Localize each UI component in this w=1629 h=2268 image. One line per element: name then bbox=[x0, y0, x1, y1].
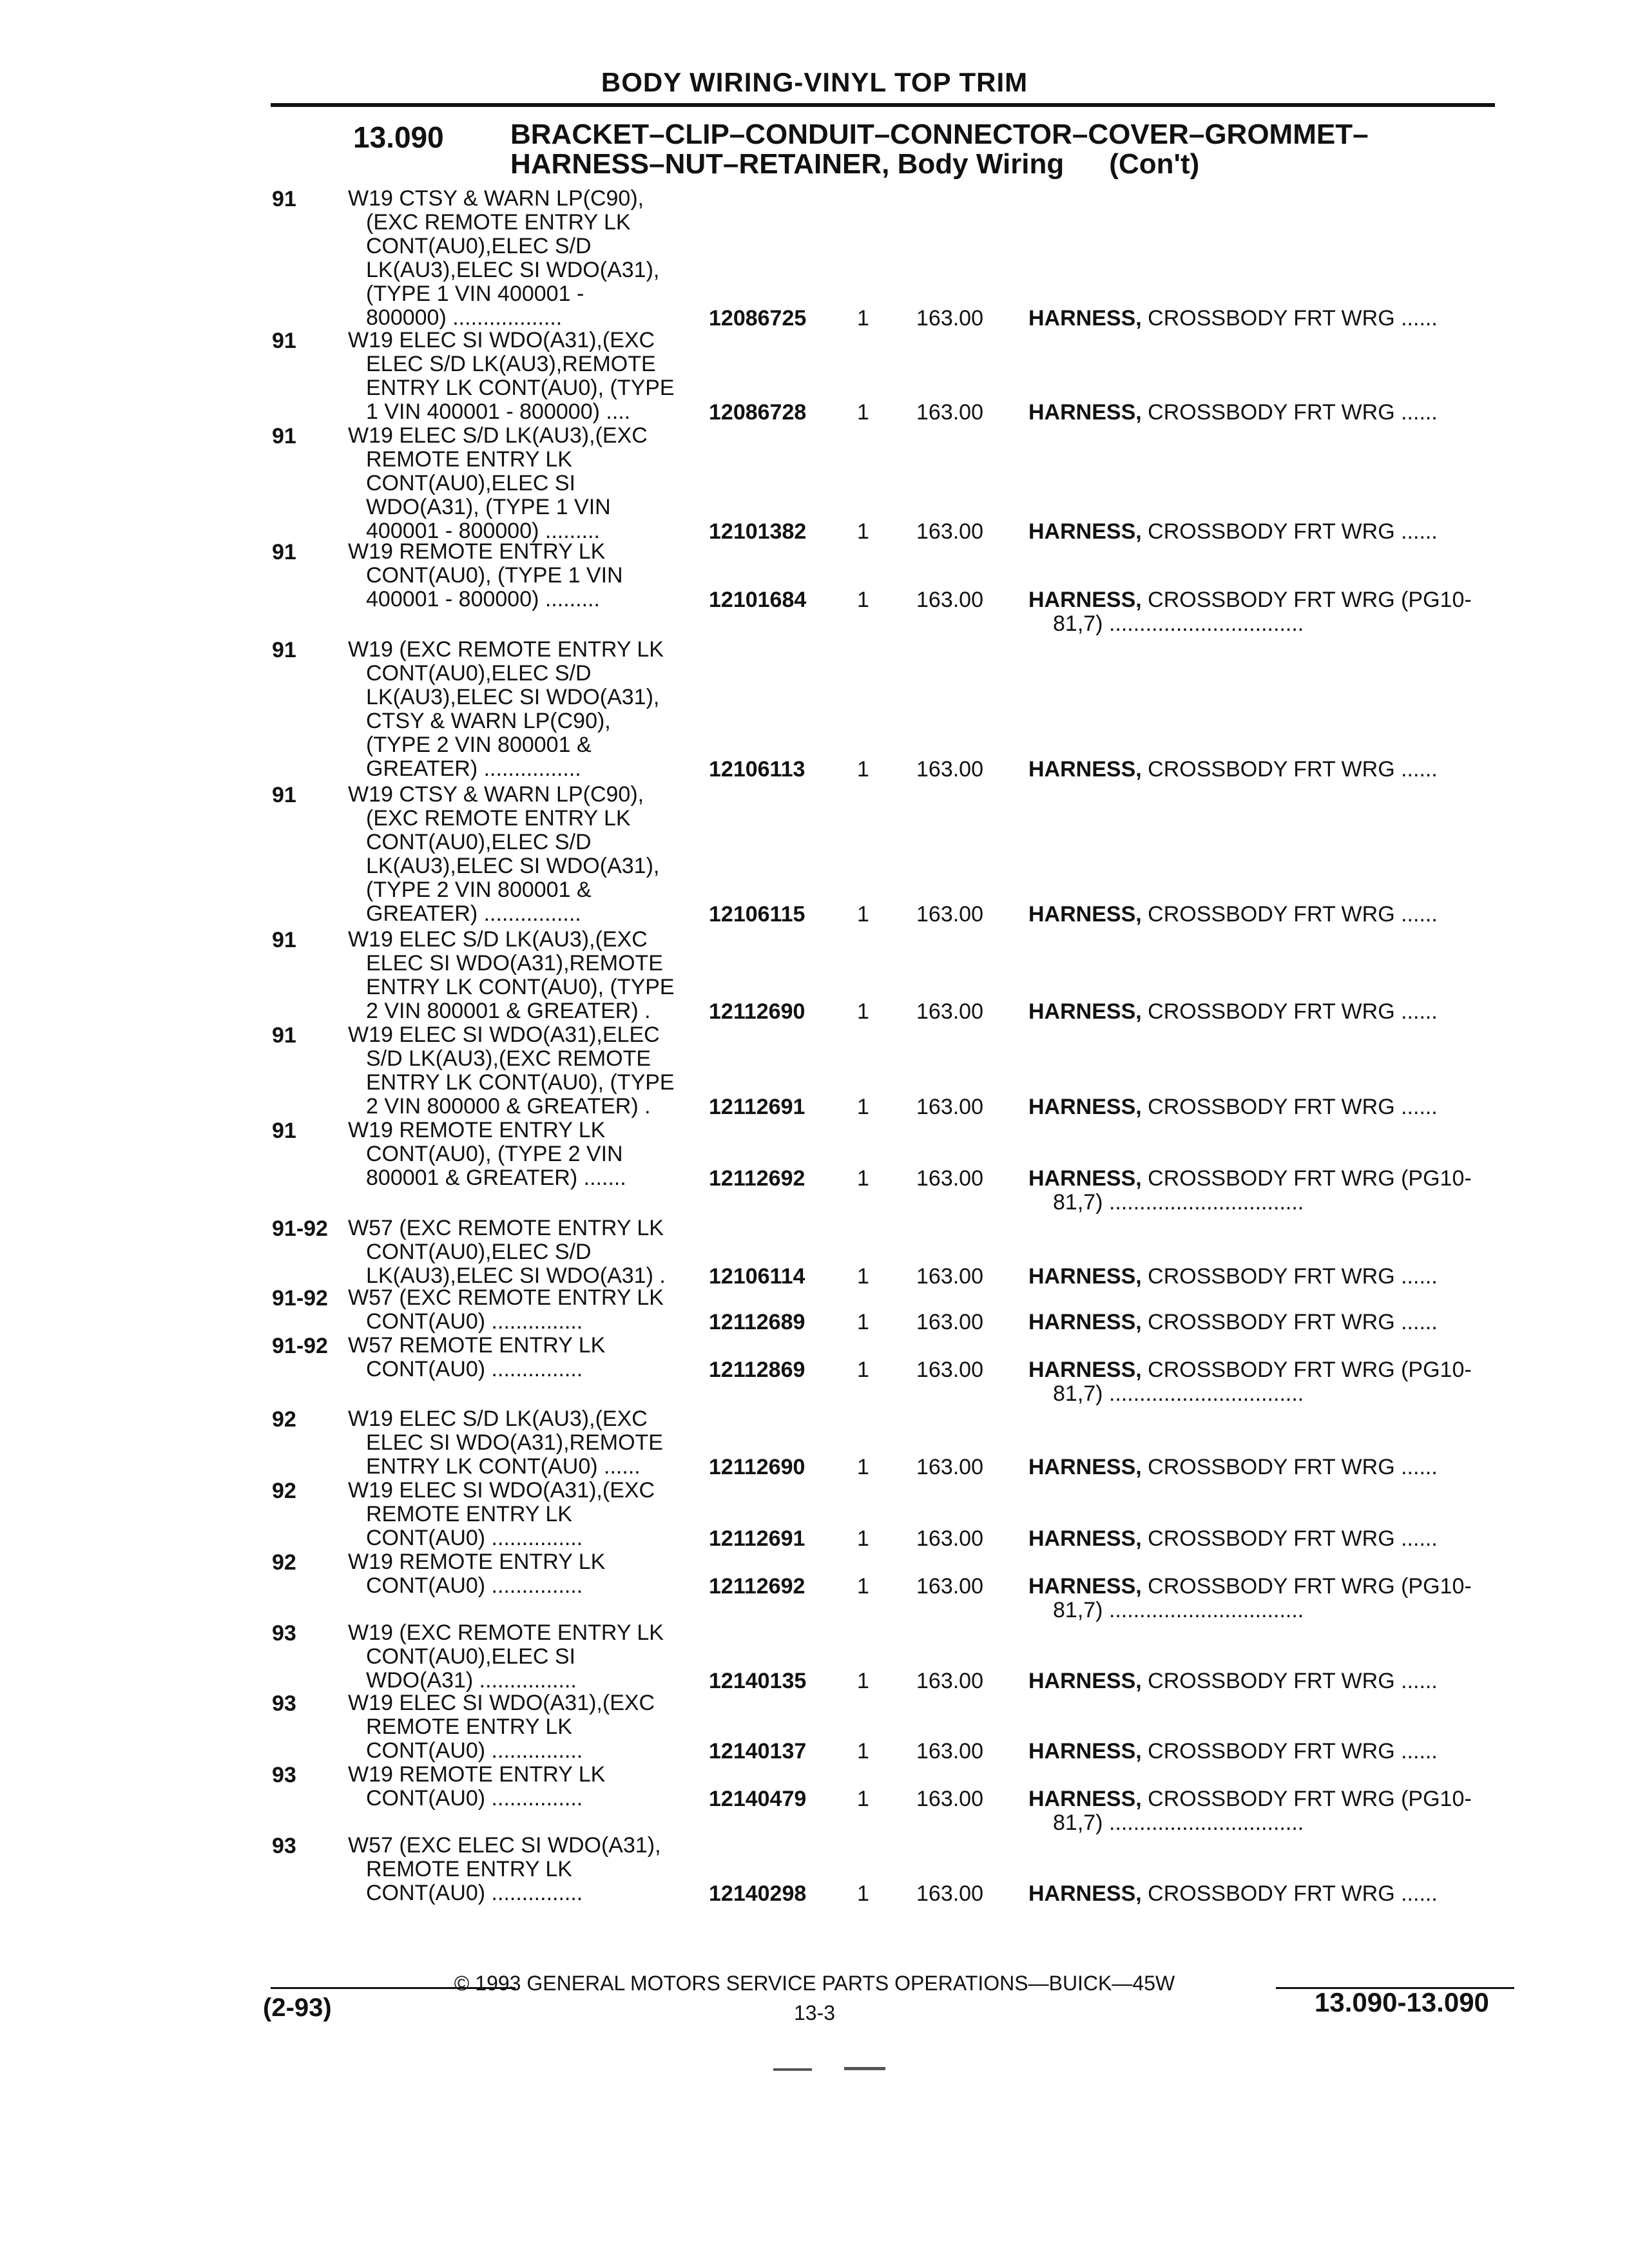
footer-copyright: © 1993 GENERAL MOTORS SERVICE PARTS OPERATIONS—BUICK—45W bbox=[454, 1972, 1175, 1995]
part-name-rest: CROSSBODY FRT WRG ...... bbox=[1148, 757, 1438, 782]
ref-number: 93 bbox=[272, 1763, 296, 1787]
description-line: ENTRY LK CONT(AU0) ...... bbox=[366, 1454, 641, 1479]
description-line: CONT(AU0),ELEC SI bbox=[366, 471, 575, 495]
part-name-bold: HARNESS, bbox=[1028, 519, 1142, 544]
quantity: 1 bbox=[857, 519, 869, 544]
description-line: 400001 - 800000) ......... bbox=[366, 587, 600, 611]
part-number: 12140298 bbox=[709, 1881, 807, 1906]
part-name-rest: CROSSBODY FRT WRG ...... bbox=[1148, 1455, 1438, 1479]
price: 163.00 bbox=[916, 1787, 983, 1811]
part-description bbox=[348, 1407, 709, 1479]
ref-number: 91 bbox=[272, 1119, 296, 1143]
part-number: 12112689 bbox=[709, 1310, 805, 1334]
part-name-continued: 81,7) ................................ bbox=[1053, 1190, 1304, 1215]
part-name-rest: CROSSBODY FRT WRG ...... bbox=[1148, 902, 1438, 927]
part-description bbox=[348, 1334, 709, 1381]
part-name bbox=[1028, 999, 1438, 1024]
part-name-rest: CROSSBODY FRT WRG ...... bbox=[1148, 306, 1438, 331]
ref-number: 93 bbox=[272, 1691, 296, 1716]
description-line: REMOTE ENTRY LK bbox=[366, 447, 572, 472]
part-number: 12112690 bbox=[709, 999, 805, 1024]
ref-number: 92 bbox=[272, 1407, 296, 1432]
quantity: 1 bbox=[857, 1095, 869, 1119]
section-title-line2-text: HARNESS–NUT–RETAINER, Body Wiring bbox=[510, 148, 1065, 180]
description-line: W57 REMOTE ENTRY LK bbox=[348, 1333, 606, 1358]
price: 163.00 bbox=[916, 1264, 983, 1289]
price: 163.00 bbox=[916, 1881, 983, 1906]
description-line: LK(AU3),ELEC SI WDO(A31), bbox=[366, 685, 660, 709]
description-line: WDO(A31), (TYPE 1 VIN bbox=[366, 495, 611, 519]
part-name-bold: HARNESS, bbox=[1028, 1669, 1142, 1693]
description-line: W19 REMOTE ENTRY LK bbox=[348, 539, 606, 564]
part-number: 12112691 bbox=[709, 1095, 805, 1119]
part-name-rest: CROSSBODY FRT WRG ...... bbox=[1148, 1739, 1438, 1763]
section-title-line1: BRACKET–CLIP–CONDUIT–CONNECTOR–COVER–GROMMET– bbox=[510, 119, 1369, 150]
part-number: 12112690 bbox=[709, 1455, 805, 1479]
price: 163.00 bbox=[916, 1455, 983, 1479]
section-cont: (Con't) bbox=[1109, 148, 1200, 180]
part-name-rest: CROSSBODY FRT WRG ...... bbox=[1148, 1095, 1438, 1119]
description-line: W19 REMOTE ENTRY LK bbox=[348, 1762, 606, 1787]
part-name bbox=[1028, 1166, 1472, 1191]
footer-page-number: 13-3 bbox=[793, 2001, 836, 2024]
description-line: W19 ELEC SI WDO(A31),(EXC bbox=[348, 1691, 655, 1715]
description-line: (TYPE 2 VIN 800001 & bbox=[366, 878, 592, 902]
description-line: W19 CTSY & WARN LP(C90), bbox=[348, 186, 644, 211]
description-line: CTSY & WARN LP(C90), bbox=[366, 709, 611, 733]
part-number: 12101382 bbox=[709, 519, 807, 544]
description-line: W19 ELEC S/D LK(AU3),(EXC bbox=[348, 1407, 648, 1431]
part-description bbox=[348, 329, 709, 424]
part-description bbox=[348, 1479, 709, 1550]
part-name-bold: HARNESS, bbox=[1028, 999, 1142, 1024]
quantity: 1 bbox=[857, 1166, 869, 1191]
quantity: 1 bbox=[857, 1526, 869, 1551]
part-name bbox=[1028, 519, 1438, 544]
quantity: 1 bbox=[857, 1787, 869, 1811]
quantity: 1 bbox=[857, 1455, 869, 1479]
description-line: CONT(AU0), (TYPE 2 VIN bbox=[366, 1142, 623, 1166]
quantity: 1 bbox=[857, 306, 869, 331]
description-line: 800001 & GREATER) ....... bbox=[366, 1166, 626, 1190]
quantity: 1 bbox=[857, 1739, 869, 1763]
ref-number: 91-92 bbox=[272, 1286, 328, 1311]
header-rule bbox=[271, 103, 1495, 107]
description-line: LK(AU3),ELEC SI WDO(A31), bbox=[366, 258, 660, 282]
description-line: W19 REMOTE ENTRY LK bbox=[348, 1118, 606, 1142]
quantity: 1 bbox=[857, 1669, 869, 1693]
description-line: CONT(AU0), (TYPE 1 VIN bbox=[366, 563, 623, 588]
part-description bbox=[348, 1763, 709, 1811]
part-name bbox=[1028, 1787, 1472, 1812]
description-line: CONT(AU0),ELEC SI bbox=[366, 1644, 575, 1669]
description-line: 1 VIN 400001 - 800000) .... bbox=[366, 399, 631, 424]
part-number: 12112691 bbox=[709, 1526, 805, 1551]
price: 163.00 bbox=[916, 1526, 983, 1551]
quantity: 1 bbox=[857, 1264, 869, 1289]
part-number: 12112869 bbox=[709, 1358, 805, 1382]
description-line: 2 VIN 800000 & GREATER) . bbox=[366, 1094, 651, 1119]
part-name-bold: HARNESS, bbox=[1028, 306, 1142, 331]
ref-number: 91 bbox=[272, 424, 296, 448]
part-description bbox=[348, 1216, 709, 1288]
part-name-bold: HARNESS, bbox=[1028, 1574, 1142, 1599]
description-line: GREATER) ................ bbox=[366, 756, 581, 781]
part-name bbox=[1028, 1881, 1438, 1907]
page-header-title: BODY WIRING-VINYL TOP TRIM bbox=[601, 67, 1028, 97]
part-name-rest: CROSSBODY FRT WRG (PG10- bbox=[1148, 1358, 1472, 1382]
part-name-rest: CROSSBODY FRT WRG ...... bbox=[1148, 1881, 1438, 1906]
part-name-continued: 81,7) ................................ bbox=[1053, 1381, 1304, 1406]
description-line: CONT(AU0) ............... bbox=[366, 1881, 583, 1905]
section-number: 13.090 bbox=[353, 120, 444, 154]
part-description bbox=[348, 1621, 709, 1693]
part-number: 12140137 bbox=[709, 1739, 807, 1763]
price: 163.00 bbox=[916, 1669, 983, 1693]
part-name-rest: CROSSBODY FRT WRG ...... bbox=[1148, 519, 1438, 544]
part-name-bold: HARNESS, bbox=[1028, 400, 1142, 425]
ref-number: 91 bbox=[272, 187, 296, 211]
description-line: CONT(AU0),ELEC S/D bbox=[366, 234, 592, 258]
part-name-bold: HARNESS, bbox=[1028, 902, 1142, 927]
price: 163.00 bbox=[916, 1574, 983, 1599]
price: 163.00 bbox=[916, 400, 983, 425]
part-name-rest: CROSSBODY FRT WRG ...... bbox=[1148, 999, 1438, 1024]
quantity: 1 bbox=[857, 902, 869, 927]
part-name-bold: HARNESS, bbox=[1028, 1455, 1142, 1479]
part-name bbox=[1028, 400, 1438, 425]
description-line: W19 ELEC SI WDO(A31),ELEC bbox=[348, 1023, 660, 1047]
scan-artifact bbox=[844, 2067, 885, 2070]
description-line: LK(AU3),ELEC SI WDO(A31), bbox=[366, 854, 660, 878]
part-number: 12086728 bbox=[709, 400, 807, 425]
price: 163.00 bbox=[916, 588, 983, 612]
description-line: CONT(AU0) ............... bbox=[366, 1526, 583, 1550]
description-line: 400001 - 800000) ......... bbox=[366, 519, 600, 543]
part-name-rest: CROSSBODY FRT WRG ...... bbox=[1148, 1264, 1438, 1289]
part-name bbox=[1028, 306, 1438, 331]
part-name-rest: CROSSBODY FRT WRG (PG10- bbox=[1148, 1574, 1472, 1599]
section-title bbox=[510, 120, 1369, 179]
description-line: GREATER) ................ bbox=[366, 901, 581, 926]
description-line: W19 ELEC SI WDO(A31),(EXC bbox=[348, 328, 655, 352]
part-name-bold: HARNESS, bbox=[1028, 1095, 1142, 1119]
description-line: (TYPE 1 VIN 400001 - bbox=[366, 282, 584, 306]
description-line: W19 REMOTE ENTRY LK bbox=[348, 1550, 606, 1574]
part-name-continued: 81,7) ................................ bbox=[1053, 611, 1304, 636]
description-line: LK(AU3),ELEC SI WDO(A31) . bbox=[366, 1264, 666, 1288]
price: 163.00 bbox=[916, 519, 983, 544]
footer-section-range: 13.090-13.090 bbox=[1315, 1987, 1489, 2017]
description-line: REMOTE ENTRY LK bbox=[366, 1715, 572, 1739]
description-line: S/D LK(AU3),(EXC REMOTE bbox=[366, 1046, 651, 1071]
quantity: 1 bbox=[857, 757, 869, 782]
part-name-rest: CROSSBODY FRT WRG ...... bbox=[1148, 400, 1438, 425]
description-line: CONT(AU0) ............... bbox=[366, 1357, 583, 1381]
quantity: 1 bbox=[857, 999, 869, 1024]
ref-number: 91-92 bbox=[272, 1334, 328, 1358]
description-line: CONT(AU0),ELEC S/D bbox=[366, 661, 592, 686]
description-line: ENTRY LK CONT(AU0), (TYPE bbox=[366, 1070, 675, 1095]
part-name bbox=[1028, 1574, 1472, 1599]
part-name-bold: HARNESS, bbox=[1028, 1739, 1142, 1763]
part-number: 12106113 bbox=[709, 757, 805, 782]
price: 163.00 bbox=[916, 1739, 983, 1763]
part-name-bold: HARNESS, bbox=[1028, 1264, 1142, 1289]
description-line: (TYPE 2 VIN 800001 & bbox=[366, 733, 592, 757]
section-title-line2 bbox=[510, 149, 1369, 179]
description-line: W19 (EXC REMOTE ENTRY LK bbox=[348, 1620, 664, 1645]
description-line: CONT(AU0) ............... bbox=[366, 1309, 583, 1334]
description-line: CONT(AU0) ............... bbox=[366, 1738, 583, 1763]
price: 163.00 bbox=[916, 306, 983, 331]
part-name-bold: HARNESS, bbox=[1028, 1358, 1142, 1382]
part-description bbox=[348, 187, 709, 330]
part-number: 12112692 bbox=[709, 1574, 805, 1599]
part-description bbox=[348, 1119, 709, 1190]
ref-number: 91 bbox=[272, 1023, 296, 1048]
quantity: 1 bbox=[857, 1881, 869, 1906]
description-line: CONT(AU0) ............... bbox=[366, 1573, 583, 1598]
part-description bbox=[348, 1834, 709, 1905]
description-line: W57 (EXC REMOTE ENTRY LK bbox=[348, 1216, 664, 1240]
part-name-bold: HARNESS, bbox=[1028, 1526, 1142, 1551]
description-line: ELEC SI WDO(A31),REMOTE bbox=[366, 951, 663, 975]
part-description bbox=[348, 540, 709, 611]
part-description bbox=[348, 1286, 709, 1334]
part-description bbox=[348, 1691, 709, 1763]
part-name-rest: CROSSBODY FRT WRG (PG10- bbox=[1148, 588, 1472, 612]
part-name bbox=[1028, 1358, 1472, 1383]
ref-number: 91 bbox=[272, 928, 296, 952]
description-line: 2 VIN 800001 & GREATER) . bbox=[366, 999, 651, 1023]
part-number: 12140479 bbox=[709, 1787, 807, 1811]
part-name-continued: 81,7) ................................ bbox=[1053, 1811, 1304, 1835]
part-number: 12106114 bbox=[709, 1264, 805, 1289]
part-number: 12140135 bbox=[709, 1669, 807, 1693]
part-number: 12101684 bbox=[709, 588, 807, 612]
ref-number: 92 bbox=[272, 1479, 296, 1503]
ref-number: 91 bbox=[272, 638, 296, 662]
part-name-rest: CROSSBODY FRT WRG (PG10- bbox=[1148, 1166, 1472, 1191]
ref-number: 91 bbox=[272, 783, 296, 807]
ref-number: 91-92 bbox=[272, 1216, 328, 1241]
part-name-bold: HARNESS, bbox=[1028, 1166, 1142, 1191]
footer-date: (2-93) bbox=[263, 1994, 332, 2022]
price: 163.00 bbox=[916, 999, 983, 1024]
part-description bbox=[348, 1023, 709, 1119]
quantity: 1 bbox=[857, 1310, 869, 1334]
ref-number: 91 bbox=[272, 540, 296, 564]
ref-number: 93 bbox=[272, 1834, 296, 1858]
part-name bbox=[1028, 1455, 1438, 1480]
part-name bbox=[1028, 588, 1472, 613]
part-name bbox=[1028, 1669, 1438, 1694]
part-description bbox=[348, 1550, 709, 1598]
description-line: W19 ELEC S/D LK(AU3),(EXC bbox=[348, 927, 648, 952]
part-name bbox=[1028, 1739, 1438, 1764]
part-name-bold: HARNESS, bbox=[1028, 1310, 1142, 1334]
description-line: WDO(A31) ................ bbox=[366, 1668, 577, 1693]
quantity: 1 bbox=[857, 1574, 869, 1599]
description-line: W19 (EXC REMOTE ENTRY LK bbox=[348, 637, 664, 662]
part-name-continued: 81,7) ................................ bbox=[1053, 1598, 1304, 1622]
price: 163.00 bbox=[916, 1310, 983, 1334]
part-name-rest: CROSSBODY FRT WRG ...... bbox=[1148, 1669, 1438, 1693]
ref-number: 93 bbox=[272, 1621, 296, 1646]
part-name-rest: CROSSBODY FRT WRG ...... bbox=[1148, 1526, 1438, 1551]
quantity: 1 bbox=[857, 588, 869, 612]
part-name bbox=[1028, 757, 1438, 782]
description-line: W19 ELEC S/D LK(AU3),(EXC bbox=[348, 423, 648, 448]
price: 163.00 bbox=[916, 1166, 983, 1191]
part-name bbox=[1028, 1310, 1438, 1335]
description-line: ENTRY LK CONT(AU0), (TYPE bbox=[366, 975, 675, 999]
description-line: (EXC REMOTE ENTRY LK bbox=[366, 210, 631, 235]
description-line: W57 (EXC ELEC SI WDO(A31), bbox=[348, 1833, 661, 1858]
part-name-rest: CROSSBODY FRT WRG ...... bbox=[1148, 1310, 1438, 1334]
description-line: (EXC REMOTE ENTRY LK bbox=[366, 806, 631, 831]
description-line: ELEC SI WDO(A31),REMOTE bbox=[366, 1430, 663, 1455]
part-name-bold: HARNESS, bbox=[1028, 1881, 1142, 1906]
description-line: CONT(AU0),ELEC S/D bbox=[366, 830, 592, 854]
price: 163.00 bbox=[916, 1358, 983, 1382]
scan-artifact bbox=[773, 2068, 812, 2071]
part-number: 12086725 bbox=[709, 306, 807, 331]
ref-number: 92 bbox=[272, 1550, 296, 1575]
part-name bbox=[1028, 1526, 1438, 1552]
part-name-bold: HARNESS, bbox=[1028, 588, 1142, 612]
part-number: 12112692 bbox=[709, 1166, 805, 1191]
description-line: REMOTE ENTRY LK bbox=[366, 1502, 572, 1526]
price: 163.00 bbox=[916, 1095, 983, 1119]
description-line: 800000) .................. bbox=[366, 305, 563, 330]
description-line: W19 CTSY & WARN LP(C90), bbox=[348, 782, 644, 807]
part-description bbox=[348, 928, 709, 1023]
part-description bbox=[348, 638, 709, 781]
part-name bbox=[1028, 1095, 1438, 1120]
part-name-bold: HARNESS, bbox=[1028, 1787, 1142, 1811]
part-number: 12106115 bbox=[709, 902, 805, 927]
quantity: 1 bbox=[857, 400, 869, 425]
description-line: CONT(AU0),ELEC S/D bbox=[366, 1240, 592, 1264]
description-line: W19 ELEC SI WDO(A31),(EXC bbox=[348, 1478, 655, 1503]
price: 163.00 bbox=[916, 757, 983, 782]
price: 163.00 bbox=[916, 902, 983, 927]
part-name-bold: HARNESS, bbox=[1028, 757, 1142, 782]
description-line: ENTRY LK CONT(AU0), (TYPE bbox=[366, 376, 675, 400]
ref-number: 91 bbox=[272, 329, 296, 353]
description-line: REMOTE ENTRY LK bbox=[366, 1857, 572, 1881]
part-name-rest: CROSSBODY FRT WRG (PG10- bbox=[1148, 1787, 1472, 1811]
part-description bbox=[348, 424, 709, 543]
quantity: 1 bbox=[857, 1358, 869, 1382]
description-line: ELEC S/D LK(AU3),REMOTE bbox=[366, 352, 656, 376]
part-description bbox=[348, 783, 709, 926]
description-line: CONT(AU0) ............... bbox=[366, 1786, 583, 1811]
part-name bbox=[1028, 1264, 1438, 1289]
part-name bbox=[1028, 902, 1438, 927]
description-line: W57 (EXC REMOTE ENTRY LK bbox=[348, 1285, 664, 1310]
